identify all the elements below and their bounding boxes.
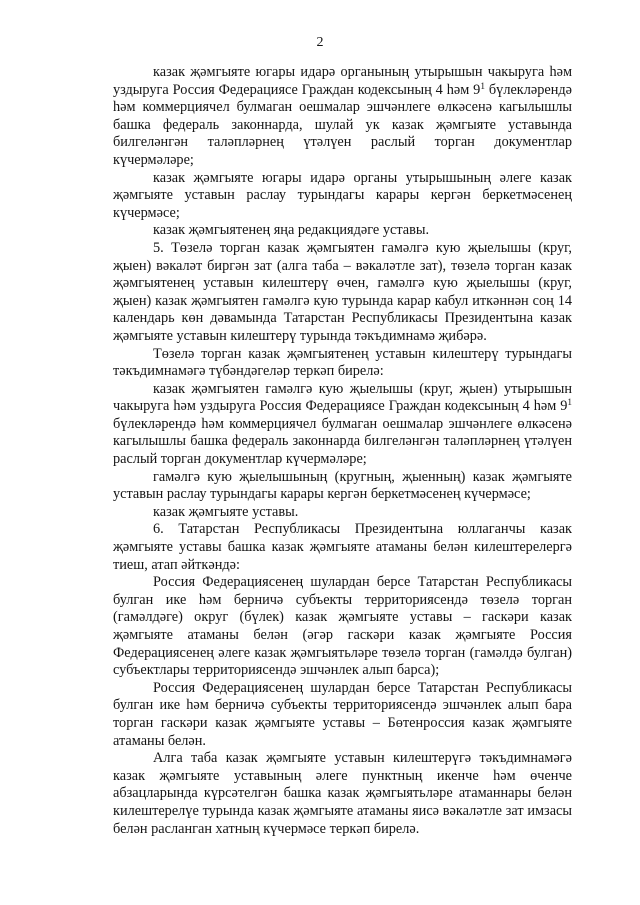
document-body xyxy=(113,64,572,838)
paragraph-4: 5. Төзелә торган казак җәмгыятен гамәлгә кую җыелышы (круг, җыен) вәкаләт биргән зат (алга таба – вәкаләтле зат), төзелә торган казак җәмгыятенең уставын килештерү өчен, гамәлгә кую җыелышы (круг, җыен) казак җәмгыятен гамәлгә кую турында карар кабул иткәннән соң 14 календарь көн дәвамында Татарстан Республикасы Президентына казак җәмгыяте уставын килештерү турында тәкъдимнамә җибәрә. xyxy=(113,239,572,344)
paragraph-5: Төзелә торган казак җәмгыятенең уставын килештерү турындагы тәкъдимнамәгә түбәндәгеләр теркәп бирелә: xyxy=(113,345,572,380)
paragraph-8: казак җәмгыяте уставы. xyxy=(153,503,299,520)
superscript: 1 xyxy=(480,81,485,92)
paragraph-1: казак җәмгыяте югары идарә органының утырышын чакыруга һәм уздыруга Россия Федерациясе Граждан кодексының 4 һәм $9^1$ бүлекләрендә һәм коммерциячел булмаган оешмалар эшчәнлеге өлкәсенә кагылышлы башка федераль законнарда, шулай ук казак җәмгыяте уставында билгеләнгән таләпләрнең үтәлүен раслый торган документлар күчермәләре; xyxy=(113,64,572,168)
paragraph-2: казак җәмгыяте югары идарә органы утырышының әлеге казак җәмгыяте уставын раслау турындагы карары кергән беркетмәсенең күчермәсе; xyxy=(113,169,572,221)
superscript: 1 xyxy=(567,398,572,409)
paragraph-9: 6. Татарстан Республикасы Президентына юллаганчы казак җәмгыяте уставы башка казак җәмгыяте атаманы белән килештерелергә тиеш, атап әйткәндә: xyxy=(113,521,572,573)
paragraph-10: Россия Федерациясенең шулардан берсе Татарстан Республикасы булган ике һәм берничә субъекты территориясендә төзелә торган (гамәлдәге) округ (бүлек) казак җәмгыяте уставы – гаскәри казак җәмгыяте атаманы белән (әгәр гаскәри казак җәмгыяте Россия Федерациясенең әлеге казак җәмгыятьләре төзелә торган (гамәлдә булган) субъектлары территориясендә эшчәнлек алып барса); xyxy=(113,574,572,679)
page-number: 2 xyxy=(316,35,324,50)
paragraph-6: казак җәмгыятен гамәлгә кую җыелышы (круг, җыен) утырышын чакыруга һәм уздыруга Россия Федерациясе Граждан кодексының 4 һәм $9^1$ бүлекләрендә һәм коммерциячел булмаган оешмалар эшчәнлеге өлкәсенә кагылышлы башка федераль законнарда билгеләнгән таләпләрнең үтәлүен раслый торган документлар күчермәләре; xyxy=(113,380,572,468)
paragraph-12: Алга таба казак җәмгыяте уставын килештерүгә тәкъдимнамәгә казак җәмгыяте уставының әлеге пунктның икенче һәм өченче абзацларында күрсәтелгән башка казак җәмгыятьләре атаманнары белән килештерелүе турында казак җәмгыяте атаманы яисә вәкаләтле зат имзасы белән расланган хатның күчермәсе теркәп бирелә. xyxy=(113,750,572,837)
paragraph-3: казак җәмгыятенең яңа редакциядәге уставы. xyxy=(153,222,430,239)
paragraph-11: Россия Федерациясенең шулардан берсе Татарстан Республикасы булган ике һәм берничә субъекты территориясендә эшчәнлек алып бара торган гаскәри казак җәмгыяте уставы – Бөтенроссия казак җәмгыяте атаманы белән. xyxy=(113,679,572,749)
paragraph-7: гамәлгә кую җыелышының (кругның, җыенның) казак җәмгыяте уставын раслау турындагы карары кергән беркетмәсенең күчермәсе; xyxy=(113,468,572,503)
